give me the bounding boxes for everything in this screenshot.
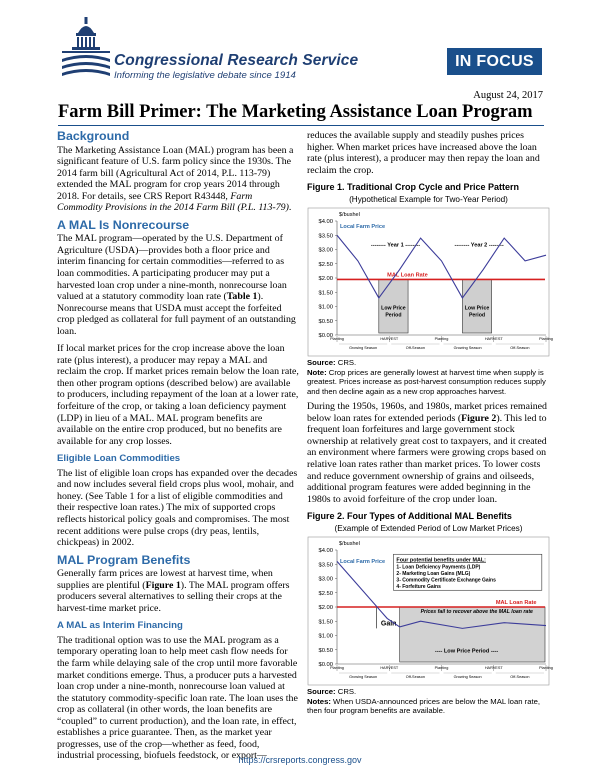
figure1-subtitle: (Hypothetical Example for Two-Year Period) [349, 194, 508, 204]
benefit-item: 4- Forfeiture Gains [396, 584, 441, 591]
chart-frame [308, 208, 549, 356]
publication-date: August 24, 2017 [473, 90, 543, 101]
x-period-label: Off-Season [405, 346, 425, 351]
gain-label: Gain [380, 620, 397, 628]
prices-fail-label: Prices fail to recover above the MAL loan rate [420, 609, 533, 616]
loan-rate-label: MAL Loan Rate [387, 272, 428, 279]
low-price-period-label: Low Price [464, 305, 490, 312]
x-period-label: Off-Season [510, 346, 530, 351]
low-price-period-label: Low Price [381, 305, 406, 312]
x-period-label: Off-Season [405, 675, 425, 680]
heading-eligible: Eligible Loan Commodities [57, 453, 181, 465]
right-column [307, 130, 553, 721]
left-column [57, 130, 299, 768]
y-tick-label: $4.00 [318, 548, 333, 555]
y-tick-label: $3.00 [318, 576, 333, 583]
figure1-source: Source: CRS. [307, 358, 357, 368]
figure2-note: Notes: When USDA-announced prices are below the MAL loan rate, then four program benefits are available. [307, 696, 541, 716]
y-tick-label: $2.50 [318, 262, 333, 269]
x-period-label: Off-Season [510, 675, 530, 680]
paragraph-continued: reduces the available supply and steadily pushes prices higher. When market prices have increased above the loan rate (plus interest), a producer may then repay the loan and reclaim the crop. [307, 130, 540, 176]
local-farm-price-label: Local Farm Price [340, 559, 386, 566]
heading-interim: A MAL as Interim Financing [57, 620, 183, 632]
y-tick-label: $1.50 [318, 290, 333, 297]
benefit-item: 2- Marketing Loan Gains (MLG) [396, 571, 471, 578]
paragraph-nonrecourse-1: The MAL program—operated by the U.S. Department of Agriculture (USDA)—provides both a floor price and interim financing for certain commodities—referred to as loan commodities. A participating producer may put a harvested loan crop under a nine-month, nonrecourse loan valued at a statutory commodity loan rate (Table 1). Nonrecourse means that USDA must accept the forfeited crop pledged as collateral for full payment of an outstanding loan. [57, 233, 296, 337]
y-tick-label: $3.50 [318, 562, 333, 569]
x-period-label: Growing Season [453, 346, 482, 351]
x-period-label: Growing Season [349, 346, 378, 351]
y-tick-label: $1.50 [318, 619, 333, 626]
local-farm-price-label: Local Farm Price [340, 224, 386, 231]
figure1-title: Figure 1. Traditional Crop Cycle and Price Pattern [307, 182, 520, 193]
loan-rate-label: MAL Loan Rate [495, 600, 537, 607]
x-tick-label: Planting [434, 666, 449, 671]
figure1-chart [307, 207, 553, 357]
x-tick-label: HARVEST [380, 337, 399, 342]
figure2-title: Figure 2. Four Types of Additional MAL Benefits [307, 511, 512, 522]
heading-benefits: MAL Program Benefits [57, 552, 191, 567]
x-tick-label: Planting [330, 666, 344, 671]
paragraph-background: The Marketing Assistance Loan (MAL) program has been a significant feature of U.S. farm policy since the 1930s. The 2014 farm bill (Agricultural Act of 2014, P.L. 113-79) extended the MAL program for crop years 2014 through 2018. For details, see CRS Report R43448, Farm Commodity Provisions in the 2014 Farm Bill (P.L. 113-79). [57, 144, 294, 214]
org-tagline: Informing the legislative debate since 1914 [114, 70, 296, 81]
footer-url[interactable]: https://crsreports.congress.gov [238, 755, 362, 765]
y-axis-label: $/bushel [339, 212, 360, 219]
figure2-source: Source: CRS. [307, 687, 357, 697]
x-tick-label: HARVEST [380, 666, 399, 671]
in-focus-badge: IN FOCUS [447, 48, 542, 75]
figure2-chart [307, 536, 553, 686]
figure2-subtitle: (Example of Extended Period of Low Market Prices) [334, 523, 523, 533]
paragraph-eligible: The list of eligible loan crops has expanded over the decades and now includes several field crops plus wool, mohair, and honey. (See Table 1 for a list of eligible commodities and their respective loan rates.) The mix of supported crops reflects historical policy goals and compromises. The most recent additions were pulse crops (dry peas, lentils, chickpeas) in 2002. [57, 467, 298, 549]
x-period-label: Growing Season [349, 675, 378, 680]
page-title: Farm Bill Primer: The Marketing Assistance Loan Program [58, 102, 533, 122]
x-tick-label: HARVEST [484, 337, 503, 342]
y-tick-label: $1.00 [318, 304, 333, 311]
low-price-period-label: Period [468, 312, 486, 319]
year-2-label: -------- Year 2 -------- [454, 242, 504, 249]
y-tick-label: $0.50 [318, 648, 333, 655]
x-tick-label: Planting [434, 337, 449, 342]
title-divider [58, 125, 544, 126]
y-tick-label: $2.00 [318, 276, 333, 283]
paragraph-history: During the 1950s, 1960s, and 1980s, market prices remained below loan rates for extended periods (Figure 2). This led to frequent loan forfeitures and large government stock ownership at relatively great cost to taxpayers, and it created an environment where farmers were growing crops based on relative loan rates rather than market prices. To lower costs and reduce government ownership of grains and oilseeds, additional program features were added beginning in the 1980s to avoid forfeiture of the crop under loan. [307, 401, 547, 505]
year-1-label: -------- Year 1 -------- [370, 242, 421, 249]
benefits-box-title: Four potential benefits under MAL: [396, 557, 486, 564]
heading-nonrecourse: A MAL Is Nonrecourse [57, 217, 190, 232]
x-tick-label: Planting [539, 666, 553, 671]
paragraph-benefits: Generally farm prices are lowest at harvest time, when supplies are plentiful (Figure 1). The MAL program offers producers several alternatives to selling their crops at the harvest-time market price. [57, 568, 290, 614]
paragraph-nonrecourse-2: If local market prices for the crop increase above the loan rate (plus interest), a producer may repay a MAL and reclaim the crop. If market prices remain below the loan rate, then other program options (described below) are available to producers, including repayment of the loan at a lower rate, forfeiture of the crop, or taking a loan deficiency payment (LDP) in lieu of a MAL. MAL program benefits are available on the entire crop produced, but no benefits are available for any crop losses. [57, 343, 299, 447]
org-name: Congressional Research Service [114, 52, 359, 69]
low-price-period-label: Period [385, 312, 402, 319]
x-tick-label: Planting [539, 337, 553, 342]
benefit-item: 3- Commodity Certificate Exchange Gains [396, 577, 496, 584]
x-period-label: Growing Season [453, 675, 482, 680]
low-price-period-label: ---- Low Price Period ---- [434, 648, 499, 655]
heading-background: Background [57, 129, 130, 143]
y-tick-label: $3.00 [318, 247, 333, 254]
page-header [0, 0, 600, 90]
y-tick-label: $0.50 [318, 319, 333, 326]
y-tick-label: $1.00 [318, 633, 333, 640]
capitol-logo-icon [60, 15, 112, 77]
figure1-note: Note: Crop prices are generally lowest at harvest time when supply is greatest. Prices increase as post-harvest consumption reduces supply and then decline again as a new crop approaches harvest. [307, 367, 546, 396]
paragraph-interim: The traditional option was to use the MAL program as a temporary operating loan to help meet cash flow needs for the farm while delaying sale of the crop until more favorable market conditions emerge. Thus, a producer puts a harvested loan crop under a nine-month, nonrecourse loan valued at the statutory commodity-specific loan rate. The loan uses the crop as collateral (in other words, the loan benefits are “coupled” to current production), and the loan rate, in effect, establishes a price guarantee. Then, as the market year progresses, use of the crop—whether as feed, food, industrial processing, biofuels feedstock, or export— [57, 634, 298, 762]
y-tick-label: $4.00 [318, 219, 333, 226]
x-tick-label: HARVEST [484, 666, 503, 671]
y-tick-label: $2.00 [318, 605, 333, 612]
y-tick-label: $3.50 [318, 233, 333, 240]
y-tick-label: $0.00 [318, 662, 333, 669]
x-tick-label: Planting [330, 337, 344, 342]
y-tick-label: $2.50 [318, 591, 333, 598]
y-axis-label: $/bushel [339, 541, 360, 548]
benefit-item: 1- Loan Deficiency Payments (LDP) [396, 564, 481, 571]
y-tick-label: $0.00 [318, 333, 333, 340]
